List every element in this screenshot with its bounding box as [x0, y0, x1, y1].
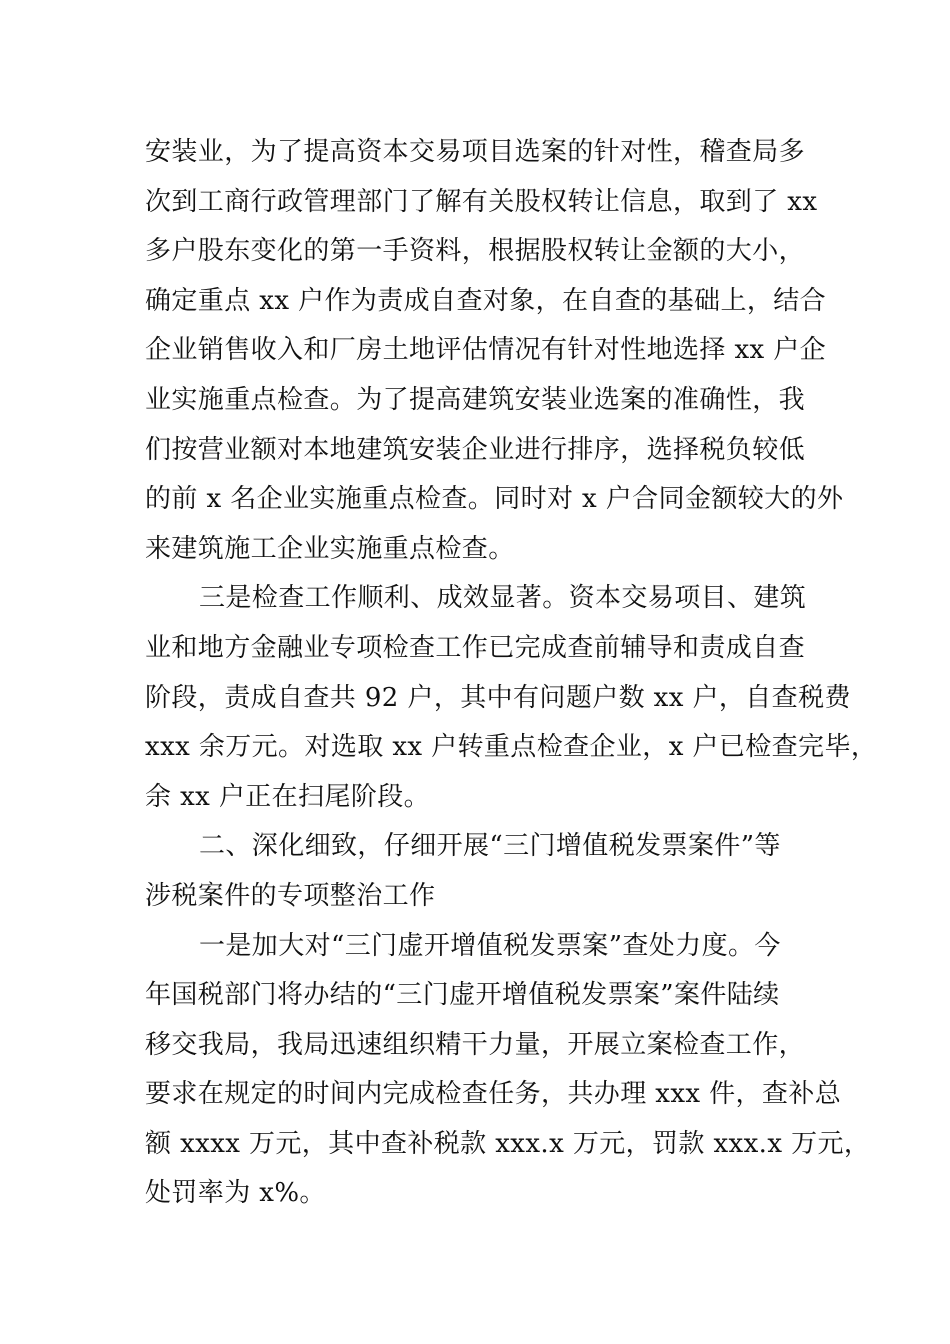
document-page [145, 128, 878, 1219]
text-line: 阶段，责成自查共 92 户，其中有问题户数 xx 户，自查税费 [145, 682, 851, 713]
text-line: xxx 余万元。对选取 xx 户转重点检查企业，x 户已检查完毕， [145, 732, 878, 763]
text-line: 安装业，为了提高资本交易项目选案的针对性，稽查局多 [145, 137, 806, 167]
paragraph-start-line: 三是检查工作顺利、成效显著。资本交易项目、建筑 [199, 583, 807, 614]
text-line: 的前 x 名企业实施重点检查。同时对 x 户合同金额较大的外 [145, 484, 844, 515]
text-line: 额 xxxx 万元，其中查补税款 xxx.x 万元，罚款 xxx.x 万元， [145, 1128, 871, 1159]
text-line: 多户股东变化的第一手资料，根据股权转让金额的大小， [145, 236, 806, 267]
text-line: 余 xx 户正在扫尾阶段。 [145, 781, 431, 812]
paragraph-start-line: 一是加大对“三门虚开增值税发票案”查处力度。今 [199, 930, 781, 961]
text-line: 要求在规定的时间内完成检查任务，共办理 xxx 件，查补总 [145, 1079, 842, 1110]
text-line: 年国税部门将办结的“三门虚开增值税发票案”案件陆续 [145, 980, 780, 1011]
text-line: 企业销售收入和厂房土地评估情况有针对性地选择 xx 户企 [145, 335, 827, 366]
text-line: 业和地方金融业专项检查工作已完成查前辅导和责成自查 [145, 632, 806, 663]
text-line: 确定重点 xx 户作为责成自查对象，在自查的基础上，结合 [145, 285, 827, 316]
section-heading-line: 涉税案件的专项整治工作 [145, 880, 436, 911]
text-line: 移交我局，我局迅速组织精干力量，开展立案检查工作， [145, 1029, 806, 1060]
text-line: 们按营业额对本地建筑安装企业进行排序，选择税负较低 [145, 434, 806, 465]
text-line: 业实施重点检查。为了提高建筑安装业选案的准确性，我 [145, 384, 806, 415]
text-line: 次到工商行政管理部门了解有关股权转让信息，取到了 xx [145, 186, 818, 217]
text-line: 来建筑施工企业实施重点检查。 [145, 533, 515, 564]
text-line: 处罚率为 x%。 [145, 1178, 326, 1209]
section-heading-line: 二、深化细致，仔细开展“三门增值税发票案件”等 [199, 831, 781, 862]
